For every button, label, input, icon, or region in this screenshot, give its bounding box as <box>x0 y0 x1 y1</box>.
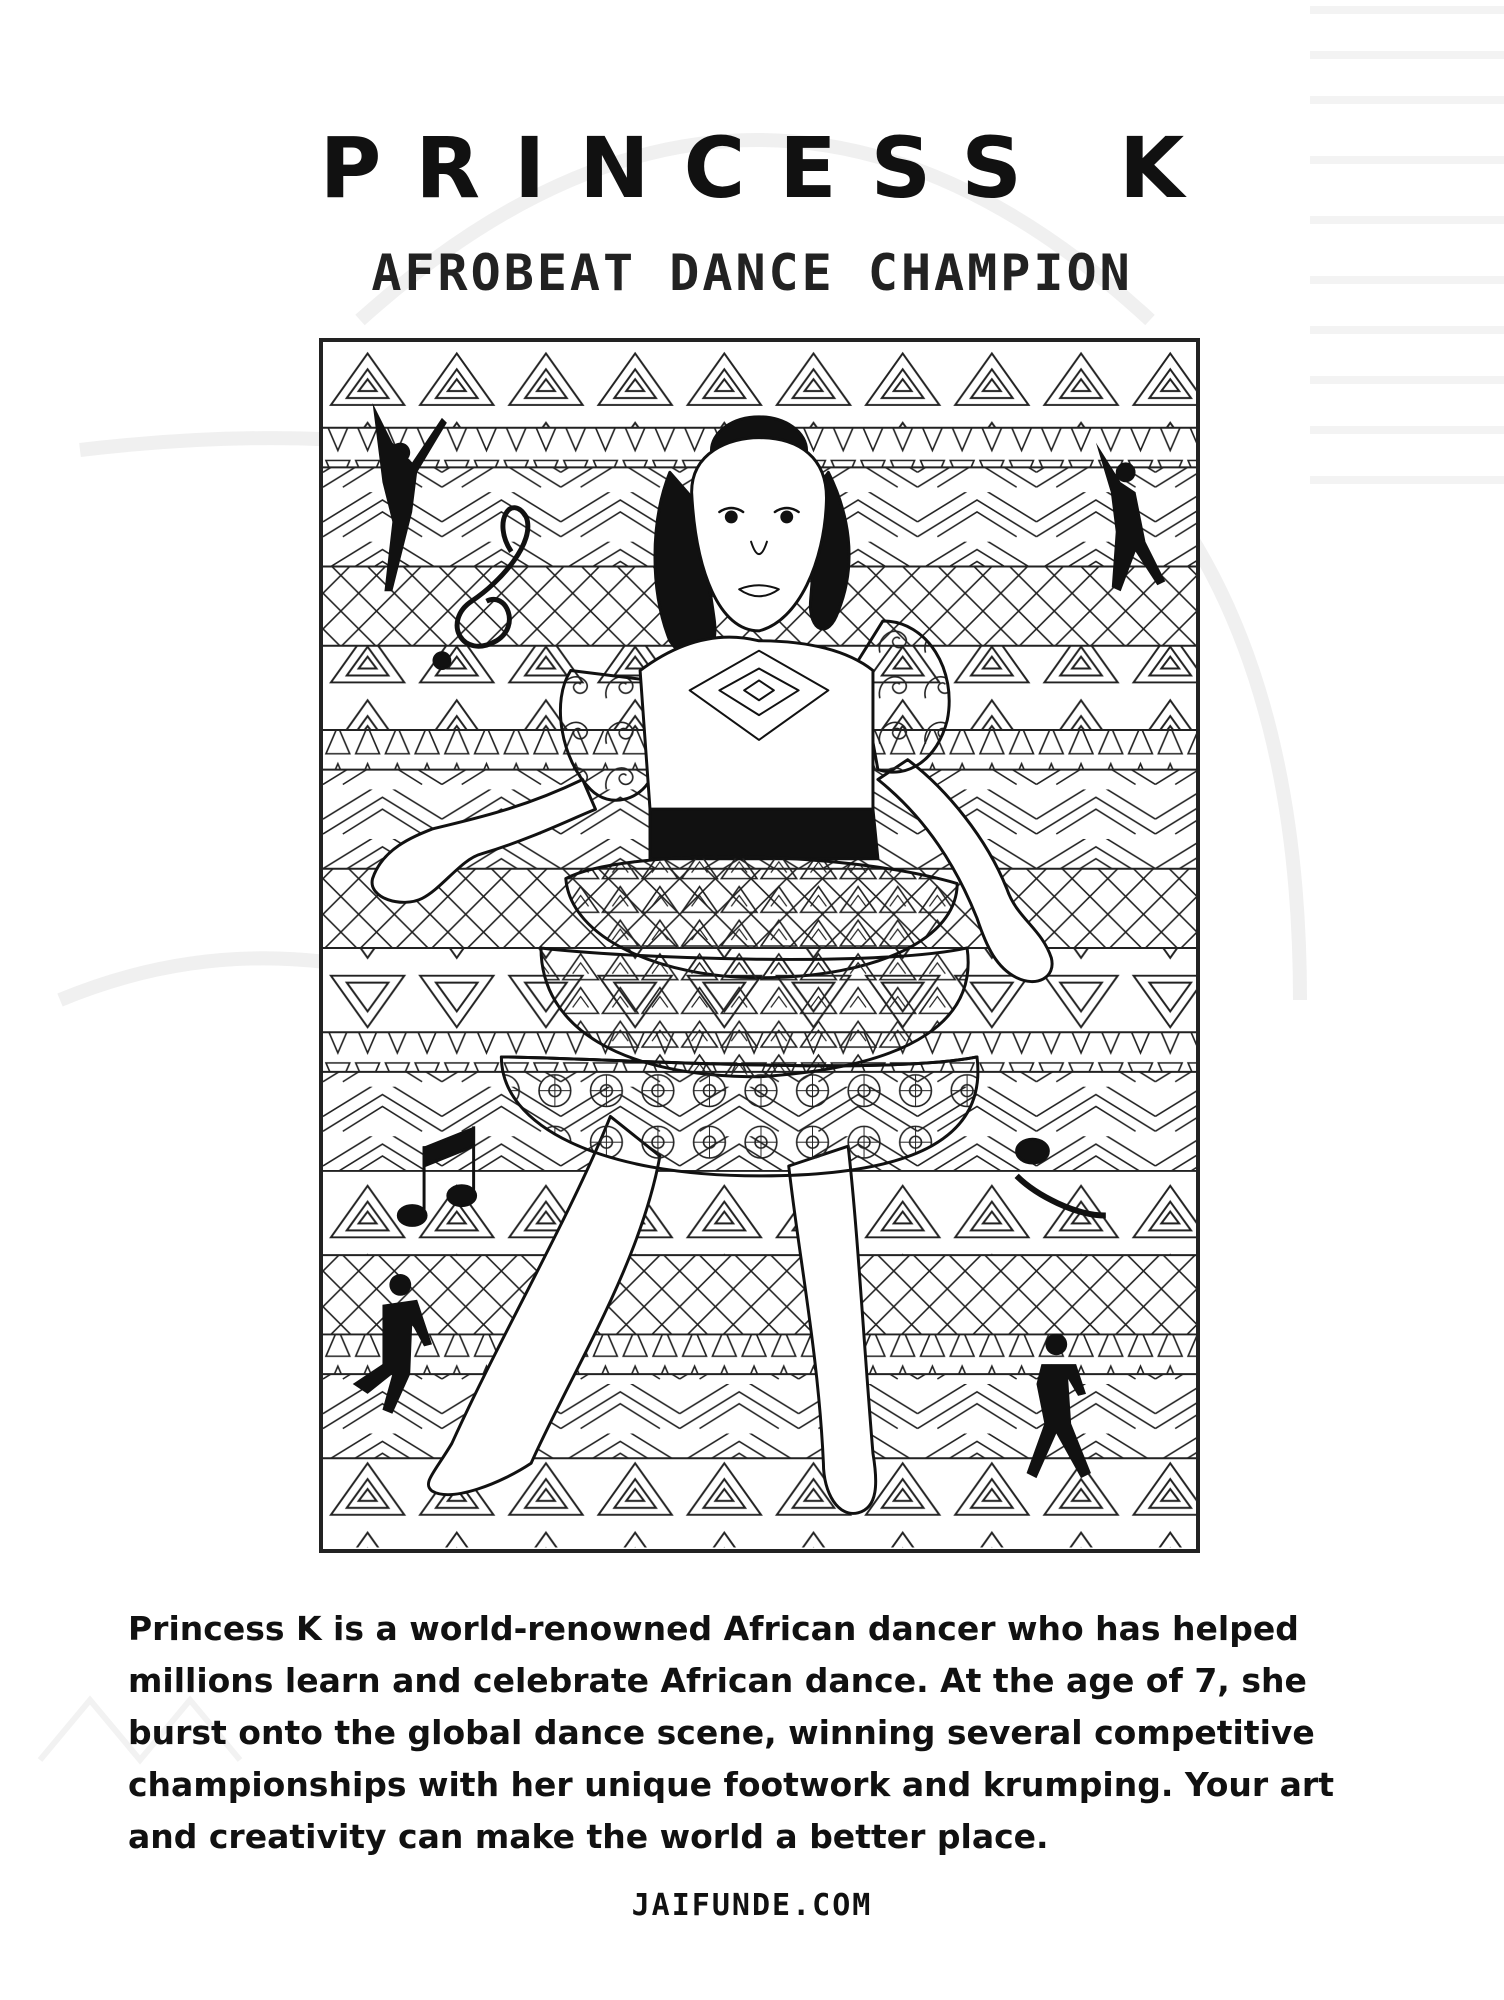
treble-clef-dot <box>434 653 450 669</box>
website-link[interactable]: JAIFUNDE.COM <box>631 1888 873 1923</box>
page-title: PRINCESS K <box>319 119 1219 217</box>
description-text: Princess K is a world-renowned African dancer who has helped millions learn and celebrate African dance. At the age of 7, she burst onto the global dance scene, winning several competitive championships with her unique footwork and krumping. Your art and creativity can make the world a better place. <box>128 1609 1334 1856</box>
dancer-coloring-illustration <box>323 342 1196 1549</box>
coloring-illustration <box>319 338 1200 1553</box>
page-subtitle: AFROBEAT DANCE CHAMPION <box>371 244 1133 302</box>
